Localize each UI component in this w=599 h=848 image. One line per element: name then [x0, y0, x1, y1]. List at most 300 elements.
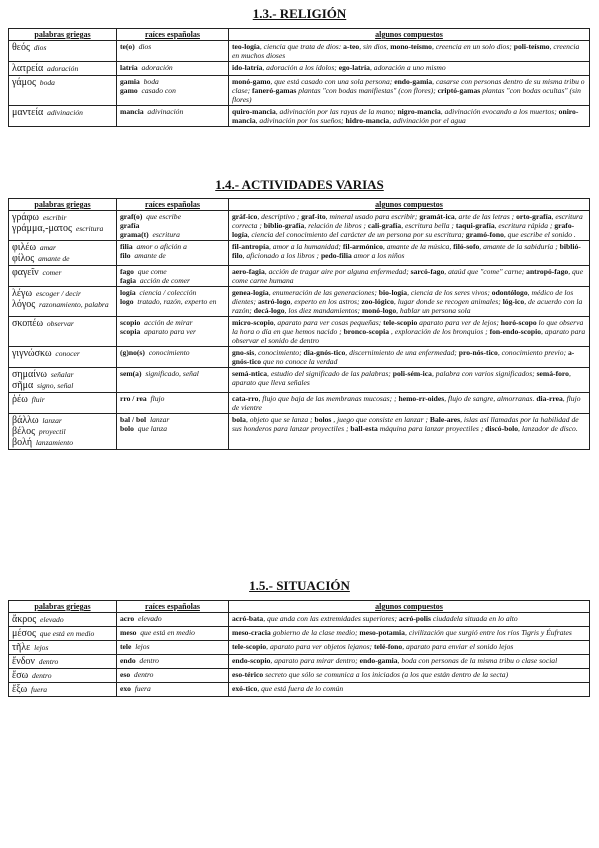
compound-definition: , civilización que surgió entre los ríos Tigris y Éufrates [404, 628, 572, 637]
roots-cell [117, 287, 229, 317]
compound-term: endo-gamia [359, 656, 398, 665]
root-gloss: dentro [139, 656, 159, 665]
greek-entry [12, 223, 113, 234]
greek-gloss: adivinación [47, 108, 83, 117]
table-row [9, 414, 590, 450]
greek-word: φαγεῖν [12, 267, 39, 278]
root-word: endo [120, 656, 136, 665]
root-word: te(o) [120, 42, 135, 51]
greek-word: λέγω [12, 288, 33, 299]
compounds-cell [229, 613, 590, 627]
compound-term: graf-ito [301, 212, 326, 221]
compound-term: acró-polis [398, 614, 431, 623]
root-gloss: amante de [134, 251, 166, 260]
compound-definition: , escritura bella ; [401, 221, 456, 230]
compound-definition: , arte de las letras ; [454, 212, 517, 221]
header-compounds: algunos compuestos [229, 199, 590, 211]
greek-entry [12, 318, 113, 329]
compound-definition: máquina para lanzar proyectiles ; [377, 424, 486, 433]
table-row [9, 683, 590, 697]
root-word: logía [120, 288, 136, 297]
root-gloss: adoración [141, 63, 173, 72]
root-word: bal / bol [120, 415, 147, 424]
greek-gloss: amante de [38, 254, 70, 263]
greek-entry [12, 684, 113, 695]
header-roots: raíces españolas [117, 199, 229, 211]
root-gloss: lejos [135, 642, 150, 651]
table-row [9, 41, 590, 62]
compound-definition: , conocimiento; [254, 348, 304, 357]
compound-definition: gobierno de la clase medio; [270, 628, 360, 637]
compound-definition: , casarse con personas dentro de su misma tribu o clase; [232, 77, 585, 95]
greek-gloss: proyectil [38, 427, 66, 436]
root-entry [120, 77, 225, 86]
root-gloss: aparato para ver [144, 327, 196, 336]
compound-term: grafo-logía [232, 221, 575, 239]
compound-term: pedo-filia [320, 251, 352, 260]
root-word: grama(t) [120, 230, 149, 239]
compound-definition: , adivinación por el agua [389, 116, 466, 125]
compound-definition: , objeto que se lanza ; [245, 415, 315, 424]
greek-gloss: escritura [75, 224, 104, 233]
compound-term: semá-ntica [232, 369, 268, 378]
compound-term: sarcó-fago [410, 267, 445, 276]
section-title-situacion: 1.5.- SITUACIÓN [249, 578, 350, 593]
root-gloss: lanzar [149, 415, 170, 424]
root-word: fagia [120, 276, 137, 285]
compound-definition: , adivinación por los sueños; [255, 116, 346, 125]
compound-term: mono-teísmo [390, 42, 432, 51]
compound-definition: , aparato para observar el sonido de dentro [232, 327, 586, 345]
root-gloss: fuera [134, 684, 151, 693]
greek-gloss: conocer [55, 349, 80, 358]
greek-gloss: lanzamiento [35, 438, 73, 447]
compound-term: poli-sém-ica [392, 369, 432, 378]
greek-gloss: escoger / decir [35, 289, 81, 298]
table-row [9, 287, 590, 317]
table-situacion [8, 600, 590, 697]
compound-term: meso-potamia [359, 628, 405, 637]
compound-definition: , exploración de los bronquios ; [389, 327, 490, 336]
greek-entry [12, 253, 113, 264]
greek-cell [9, 106, 117, 127]
compounds-cell [229, 41, 590, 62]
root-entry [120, 628, 225, 637]
root-word: mancia [120, 107, 144, 116]
root-entry [120, 415, 225, 424]
root-entry [120, 318, 225, 327]
compound-term: a-gnós-tico [232, 348, 575, 366]
root-entry [120, 221, 225, 230]
compounds-cell [229, 76, 590, 106]
root-word: gamo [120, 86, 138, 95]
greek-word: βάλλω [12, 415, 39, 426]
compounds-cell [229, 287, 590, 317]
compound-definition: , relación de libros ; [304, 221, 368, 230]
greek-word: σημαίνω [12, 369, 48, 380]
compound-definition: plantas "con bodas ocultas" (sin flores) [232, 86, 581, 104]
root-word: (g)no(s) [120, 348, 145, 357]
greek-word: μαντεία [12, 107, 44, 118]
compound-definition: , amante de la sabiduría ; [479, 242, 560, 251]
compound-term: horó-scopo [500, 318, 537, 327]
compound-definition: , aparato que lleva señales [232, 369, 571, 387]
compounds-cell [229, 641, 590, 655]
compound-definition: , estudio del significado de las palabras; [267, 369, 393, 378]
greek-gloss: adoración [47, 64, 79, 73]
compound-term: aero-fagia [232, 267, 265, 276]
compounds-cell [229, 414, 590, 450]
compound-definition: , adivinación por las rayas de la mano; [275, 107, 398, 116]
root-gloss: amor o afición a [136, 242, 187, 251]
root-word: fago [120, 267, 134, 276]
compound-term: poli-teísmo [513, 42, 550, 51]
compounds-cell [229, 317, 590, 347]
compound-term: semá-foro [536, 369, 569, 378]
compound-term: nigro-mancia [397, 107, 441, 116]
root-entry [120, 242, 225, 251]
compound-term: criptó-gamas [437, 86, 481, 95]
header-roots: raíces españolas [117, 29, 229, 41]
compound-term: exó-tico [232, 684, 258, 693]
compounds-cell [229, 106, 590, 127]
compound-term: zoo-lógico [361, 297, 394, 306]
compound-term: monó-logo [361, 306, 397, 315]
roots-cell [117, 76, 229, 106]
greek-cell [9, 76, 117, 106]
compound-definition: amor a los niños [351, 251, 405, 260]
compound-definition: , escritura rápida ; [494, 221, 555, 230]
compound-definition: , experto en los astros; [290, 297, 362, 306]
greek-cell [9, 393, 117, 414]
greek-gloss: dios [33, 43, 47, 52]
root-gloss: elevado [138, 614, 162, 623]
compound-definition: , adivinación evocando a los muertos; [440, 107, 559, 116]
header-greek: palabras griegas [9, 29, 117, 41]
compound-term: astró-logo [257, 297, 291, 306]
greek-gloss: dentro [38, 657, 59, 666]
greek-entry [12, 670, 113, 681]
greek-word: φίλος [12, 253, 35, 264]
greek-gloss: boda [39, 78, 55, 87]
roots-cell [117, 241, 229, 266]
greek-cell [9, 347, 117, 368]
compound-definition: , escritura correcta ; [232, 212, 583, 230]
compound-definition: , que anda con las extremidades superiores; [263, 614, 399, 623]
compound-definition: , adoración a los ídolos; [262, 63, 339, 72]
roots-cell [117, 317, 229, 347]
compound-term: antropó-fago [526, 267, 569, 276]
greek-entry [12, 63, 113, 74]
compound-term: fon-endo-scopio [489, 327, 542, 336]
root-word: filia [120, 242, 133, 251]
root-gloss: que está en medio [140, 628, 195, 637]
compound-term: ido-latría [232, 63, 263, 72]
root-word: scopio [120, 318, 141, 327]
greek-entry [12, 437, 113, 448]
greek-cell [9, 414, 117, 450]
root-gloss: que lanza [137, 424, 168, 433]
table-actividades [8, 198, 590, 450]
section-title-actividades: 1.4.- ACTIVIDADES VARIAS [215, 177, 384, 192]
greek-gloss: dentro [31, 671, 52, 680]
root-gloss: que escribe [146, 212, 181, 221]
root-gloss: casado con [141, 86, 176, 95]
table-row [9, 106, 590, 127]
root-word: exo [120, 684, 131, 693]
greek-entry [12, 426, 113, 437]
greek-word: μέσος [12, 628, 36, 639]
roots-cell [117, 613, 229, 627]
table-row [9, 655, 590, 669]
compound-definition: , de acuerdo con la razón; [232, 297, 583, 315]
root-gloss: que come [137, 267, 167, 276]
compound-term: bola [232, 415, 246, 424]
compound-term: bronco-scopia [343, 327, 390, 336]
compound-definition: , creencia en muchos dioses [232, 42, 580, 60]
greek-cell [9, 62, 117, 76]
compound-term: decá-logo [253, 306, 285, 315]
compound-definition: lo que observa la hora o día en que hemos nacido ; [232, 318, 584, 336]
compound-term: teo-logía [232, 42, 260, 51]
compound-term: biblio-grafía [263, 221, 305, 230]
compound-term: monó-gamo [232, 77, 271, 86]
compound-term: endo-scopio [232, 656, 271, 665]
compounds-cell [229, 683, 590, 697]
greek-entry [12, 394, 113, 405]
root-entry [120, 230, 225, 239]
greek-gloss: que está en medio [39, 629, 95, 638]
greek-word: ἔνδον [12, 656, 35, 667]
compound-term: telé-fono [373, 642, 403, 651]
root-entry [120, 394, 225, 403]
root-gloss: dentro [133, 670, 154, 679]
root-gloss: acción de comer [139, 276, 191, 285]
root-entry [120, 369, 225, 378]
root-word: latría [120, 63, 138, 72]
compounds-cell [229, 347, 590, 368]
compound-definition: , que está fuera de lo común [257, 684, 344, 693]
compound-term: fil-antropía [232, 242, 269, 251]
root-entry [120, 656, 225, 665]
compound-term: endo-gamia [394, 77, 433, 86]
table-row [9, 347, 590, 368]
greek-gloss: señalar [50, 370, 74, 379]
compound-term: orto-grafía [516, 212, 552, 221]
greek-cell [9, 287, 117, 317]
root-gloss: tratado, razón, experto en [137, 297, 217, 306]
compound-term: acró-bata [232, 614, 264, 623]
greek-cell [9, 613, 117, 627]
root-word: gamia [120, 77, 140, 86]
greek-word: θεός [12, 42, 30, 53]
compound-definition: , hablar un persona sola [396, 306, 471, 315]
compound-term: filó-sofo [453, 242, 480, 251]
greek-entry [12, 348, 113, 359]
compound-term: gno-sis [232, 348, 255, 357]
compound-definition: , flujo de sangre, almorranas. [444, 394, 537, 403]
compound-definition: , enumeración de las generaciones; [268, 288, 379, 297]
table-row [9, 641, 590, 655]
compound-definition: , aparato para ver cosas pequeñas; [273, 318, 384, 327]
root-word: filo [120, 251, 131, 260]
compound-term: dia-rrea [536, 394, 563, 403]
compound-definition: , acción de tragar aire por alguna enfermedad; [264, 267, 411, 276]
root-gloss: adivinación [147, 107, 184, 116]
root-gloss: significado, señal [145, 369, 199, 378]
compound-term: pro-nós-tico [458, 348, 498, 357]
greek-gloss: signo, señal [37, 381, 74, 390]
compound-term: genea-logía [232, 288, 269, 297]
root-entry [120, 251, 225, 260]
compound-definition: , que come carne humana [232, 267, 583, 285]
compound-term: bio-logía [378, 288, 408, 297]
root-word: grafía [120, 221, 140, 230]
greek-cell [9, 211, 117, 241]
compound-term: gramát-ica [419, 212, 455, 221]
compounds-cell [229, 393, 590, 414]
compound-term: dia-gnós-tico [303, 348, 346, 357]
compound-term: fil-armónico [342, 242, 383, 251]
greek-gloss: razonamiento, palabra [39, 300, 109, 309]
roots-cell [117, 41, 229, 62]
compound-definition: , flujo de vientre [232, 394, 581, 412]
root-entry [120, 327, 225, 336]
root-entry [120, 424, 225, 433]
roots-cell [117, 393, 229, 414]
root-entry [120, 107, 225, 116]
compound-definition: , boda con personas de la misma tribu o clase social [397, 656, 558, 665]
greek-word: γράφω [12, 212, 40, 223]
root-entry [120, 670, 225, 679]
greek-entry [12, 628, 113, 639]
compound-definition: , islas así llamadas por la habilidad de sus honderos para lanzar proyectiles ; [232, 415, 579, 433]
compound-term: discó-bolo [485, 424, 519, 433]
compound-definition: , ciencia del conocimiento del carácter de un persona por su escritura; [247, 230, 466, 239]
compound-term: Bale-ares [429, 415, 461, 424]
root-gloss: conocimiento [148, 348, 190, 357]
compounds-cell [229, 669, 590, 683]
roots-cell [117, 641, 229, 655]
root-gloss: boda [143, 77, 159, 86]
compound-definition: , amante de la música, [382, 242, 454, 251]
greek-word: γράμμα,-ματος [12, 223, 73, 234]
greek-entry [12, 380, 113, 391]
greek-cell [9, 41, 117, 62]
compound-definition: , lanzador de disco. [518, 424, 578, 433]
greek-word: γιγνώσκω [12, 348, 52, 359]
compound-definition: , que está casado con una sola persona; [270, 77, 395, 86]
section-title-religion: 1.3.- RELIGIÓN [252, 6, 347, 21]
compound-definition: aparato para ver de lejos; [417, 318, 501, 327]
compound-definition: que no conoce la verdad [261, 357, 338, 366]
compound-term: cata-rro [232, 394, 259, 403]
compound-term: hidro-mancia [345, 116, 390, 125]
root-word: meso [120, 628, 137, 637]
root-word: eso [120, 670, 131, 679]
greek-gloss: lejos [34, 643, 49, 652]
roots-cell [117, 669, 229, 683]
table-row [9, 613, 590, 627]
greek-gloss: escribir [42, 213, 67, 222]
greek-cell [9, 641, 117, 655]
roots-cell [117, 655, 229, 669]
compound-term: eso-térico [232, 670, 264, 679]
root-entry [120, 614, 225, 623]
root-gloss: ciencia / colección [139, 288, 197, 297]
table-row [9, 211, 590, 241]
greek-gloss: comer [42, 268, 62, 277]
compound-definition: , adoración a uno mismo [369, 63, 446, 72]
compound-term: tele-scopio [383, 318, 418, 327]
greek-entry [12, 42, 113, 53]
root-word: acro [120, 614, 135, 623]
header-compounds: algunos compuestos [229, 29, 590, 41]
root-word: logo [120, 297, 134, 306]
greek-word: φιλέω [12, 242, 37, 253]
header-compounds: algunos compuestos [229, 601, 590, 613]
roots-cell [117, 627, 229, 641]
table-row [9, 627, 590, 641]
greek-cell [9, 627, 117, 641]
root-entry [120, 297, 225, 306]
greek-entry [12, 212, 113, 223]
root-gloss: acción de mirar [144, 318, 193, 327]
roots-cell [117, 347, 229, 368]
compound-definition: , aparato para enviar el sonido lejos [402, 642, 514, 651]
compound-term: meso-cracia [232, 628, 271, 637]
compound-term: cali-grafía [367, 221, 402, 230]
compound-definition: , ciencia de los seres vivos; [407, 288, 492, 297]
compound-definition: , amor a la humanidad; [269, 242, 343, 251]
header-greek: palabras griegas [9, 199, 117, 211]
roots-cell [117, 266, 229, 287]
greek-gloss: observar [46, 319, 74, 328]
table-row [9, 241, 590, 266]
root-entry [120, 267, 225, 276]
table-row [9, 317, 590, 347]
compound-definition: , aparato para ver objetos lejanos; [266, 642, 374, 651]
root-entry [120, 276, 225, 285]
compound-term: tele-scopio [232, 642, 267, 651]
compound-definition: , lugar donde se recogen animales; [393, 297, 503, 306]
compound-definition: , mineral usado para escribir; [325, 212, 420, 221]
greek-word: γάμος [12, 77, 36, 88]
greek-gloss: amar [39, 243, 56, 252]
root-word: graf(o) [120, 212, 143, 221]
compound-term: bolos [314, 415, 332, 424]
greek-cell [9, 317, 117, 347]
root-entry [120, 642, 225, 651]
table-row [9, 62, 590, 76]
greek-word: τῆλε [12, 642, 31, 653]
compounds-cell [229, 62, 590, 76]
greek-word: ῥέω [12, 394, 28, 405]
compound-term: quiro-mancia [232, 107, 276, 116]
compound-definition: , aparato para mirar dentro; [270, 656, 360, 665]
compound-definition: plantas "con bodas manifiestas" (con flores); [296, 86, 438, 95]
greek-entry [12, 107, 113, 118]
compound-definition: , médico de los dientes; [232, 288, 574, 306]
table-row [9, 669, 590, 683]
compound-term: ego-latría [338, 63, 370, 72]
greek-word: ἔξω [12, 684, 28, 695]
root-entry [120, 348, 225, 357]
compounds-cell [229, 241, 590, 266]
compounds-cell [229, 266, 590, 287]
greek-cell [9, 368, 117, 393]
greek-entry [12, 299, 113, 310]
